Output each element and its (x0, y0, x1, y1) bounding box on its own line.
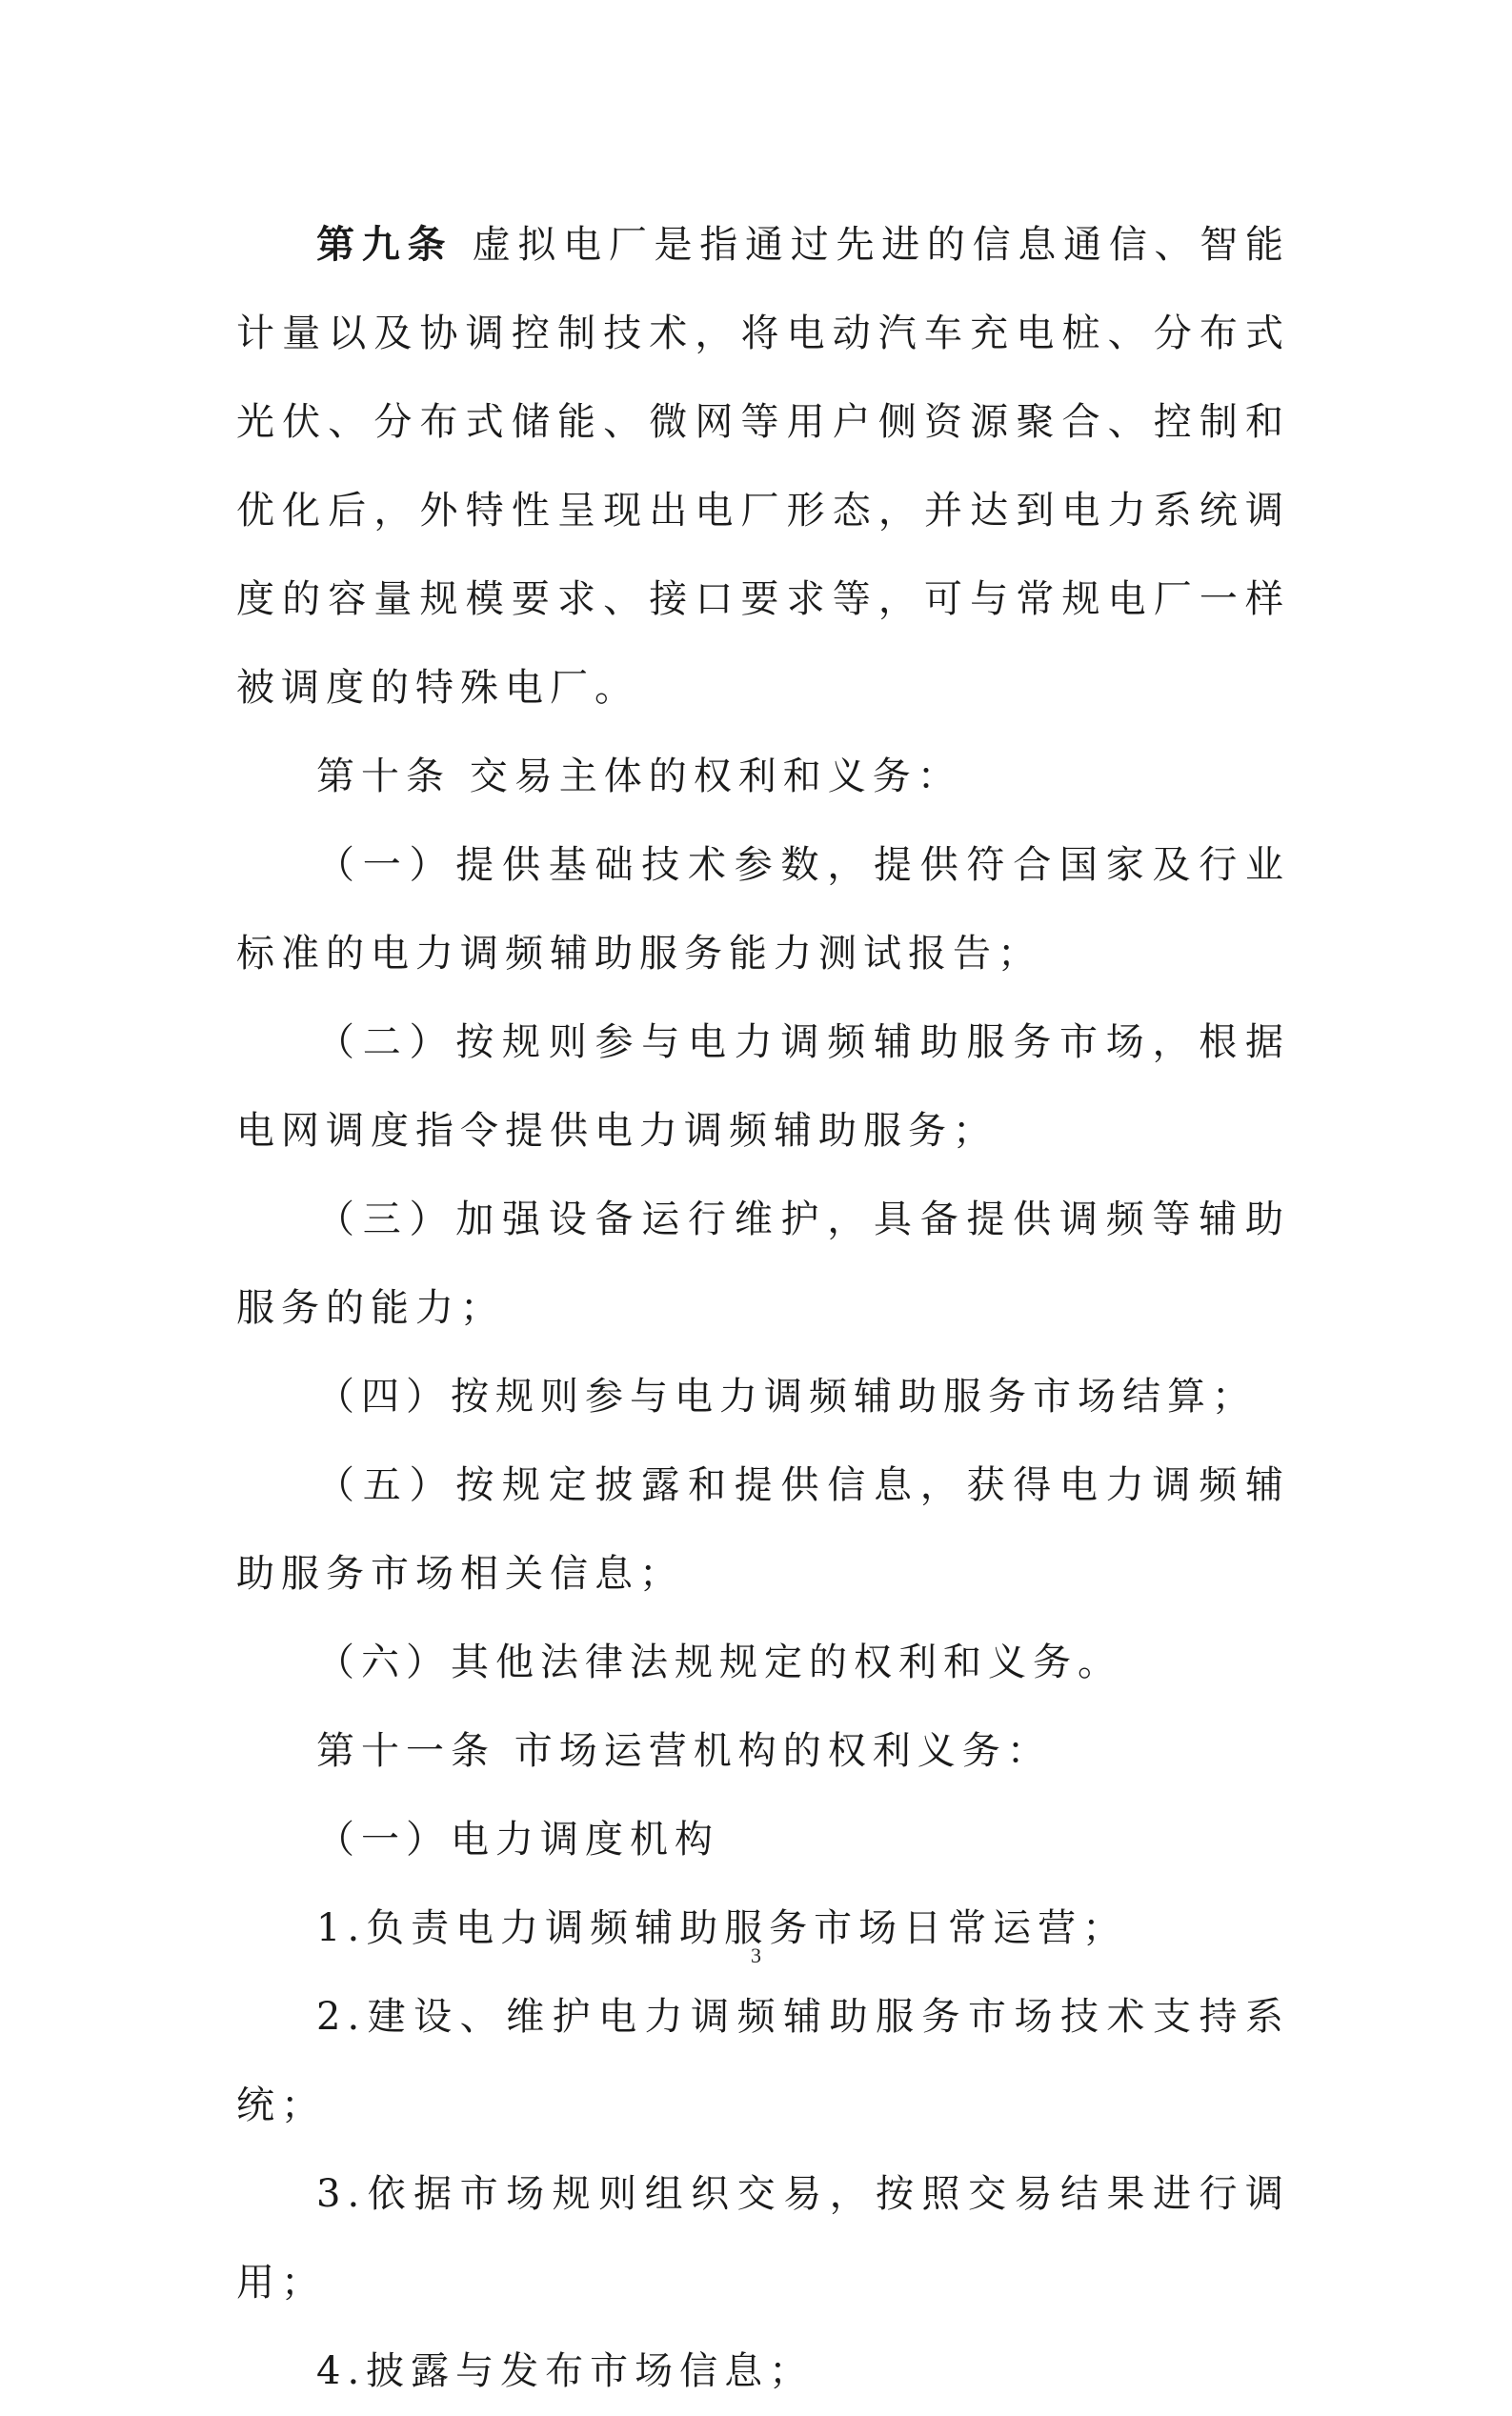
article-11-heading: 第十一条 市场运营机构的权利义务： (316, 1729, 1052, 1773)
article-10-item-6: （六）其他法律法规规定的权利和义务。 (316, 1641, 1122, 1684)
page-number: 3 (751, 1943, 761, 1967)
article-10-item-5: （五）按规定披露和提供信息，获得电力调频辅助服务市场相关信息； (236, 1463, 1290, 1596)
article-9-text: 虚拟电厂是指通过先进的信息通信、智能计量以及协调控制技术，将电动汽车充电桩、分布式光伏、分布式储能、微网等用户侧资源聚合、控制和优化后，外特性呈现出电厂形态，并达到电力系统调度的容量规模要求、接口要求等，可与常规电厂一样被调度的特殊电厂。 (236, 223, 1290, 710)
article-9-paragraph (236, 200, 1290, 733)
article-11-subheading: （一）电力调度机构 (316, 1818, 719, 1862)
article-10-heading: 第十条 交易主体的权利和义务： (316, 755, 962, 798)
article-11-item-4: 4.披露与发布市场信息； (316, 2349, 815, 2393)
article-9-lead: 第九条 (316, 222, 454, 267)
article-10-item-4: （四）按规则参与电力调频辅助服务市场结算； (316, 1375, 1257, 1419)
document-page (236, 200, 1290, 2416)
article-11-item-1: 1.负责电力调频辅助服务市场日常运营； (316, 1906, 1128, 1950)
article-11-item-2: 2.建设、维护电力调频辅助服务市场技术支持系统； (236, 1995, 1290, 2127)
article-10-item-1: （一）提供基础技术参数，提供符合国家及行业标准的电力调频辅助服务能力测试报告； (236, 843, 1290, 976)
article-11-item-3: 3.依据市场规则组织交易，按照交易结果进行调用； (236, 2172, 1290, 2305)
article-10-item-2: （二）按规则参与电力调频辅助服务市场，根据电网调度指令提供电力调频辅助服务； (236, 1020, 1290, 1153)
article-10-item-3: （三）加强设备运行维护，具备提供调频等辅助服务的能力； (236, 1198, 1290, 1330)
